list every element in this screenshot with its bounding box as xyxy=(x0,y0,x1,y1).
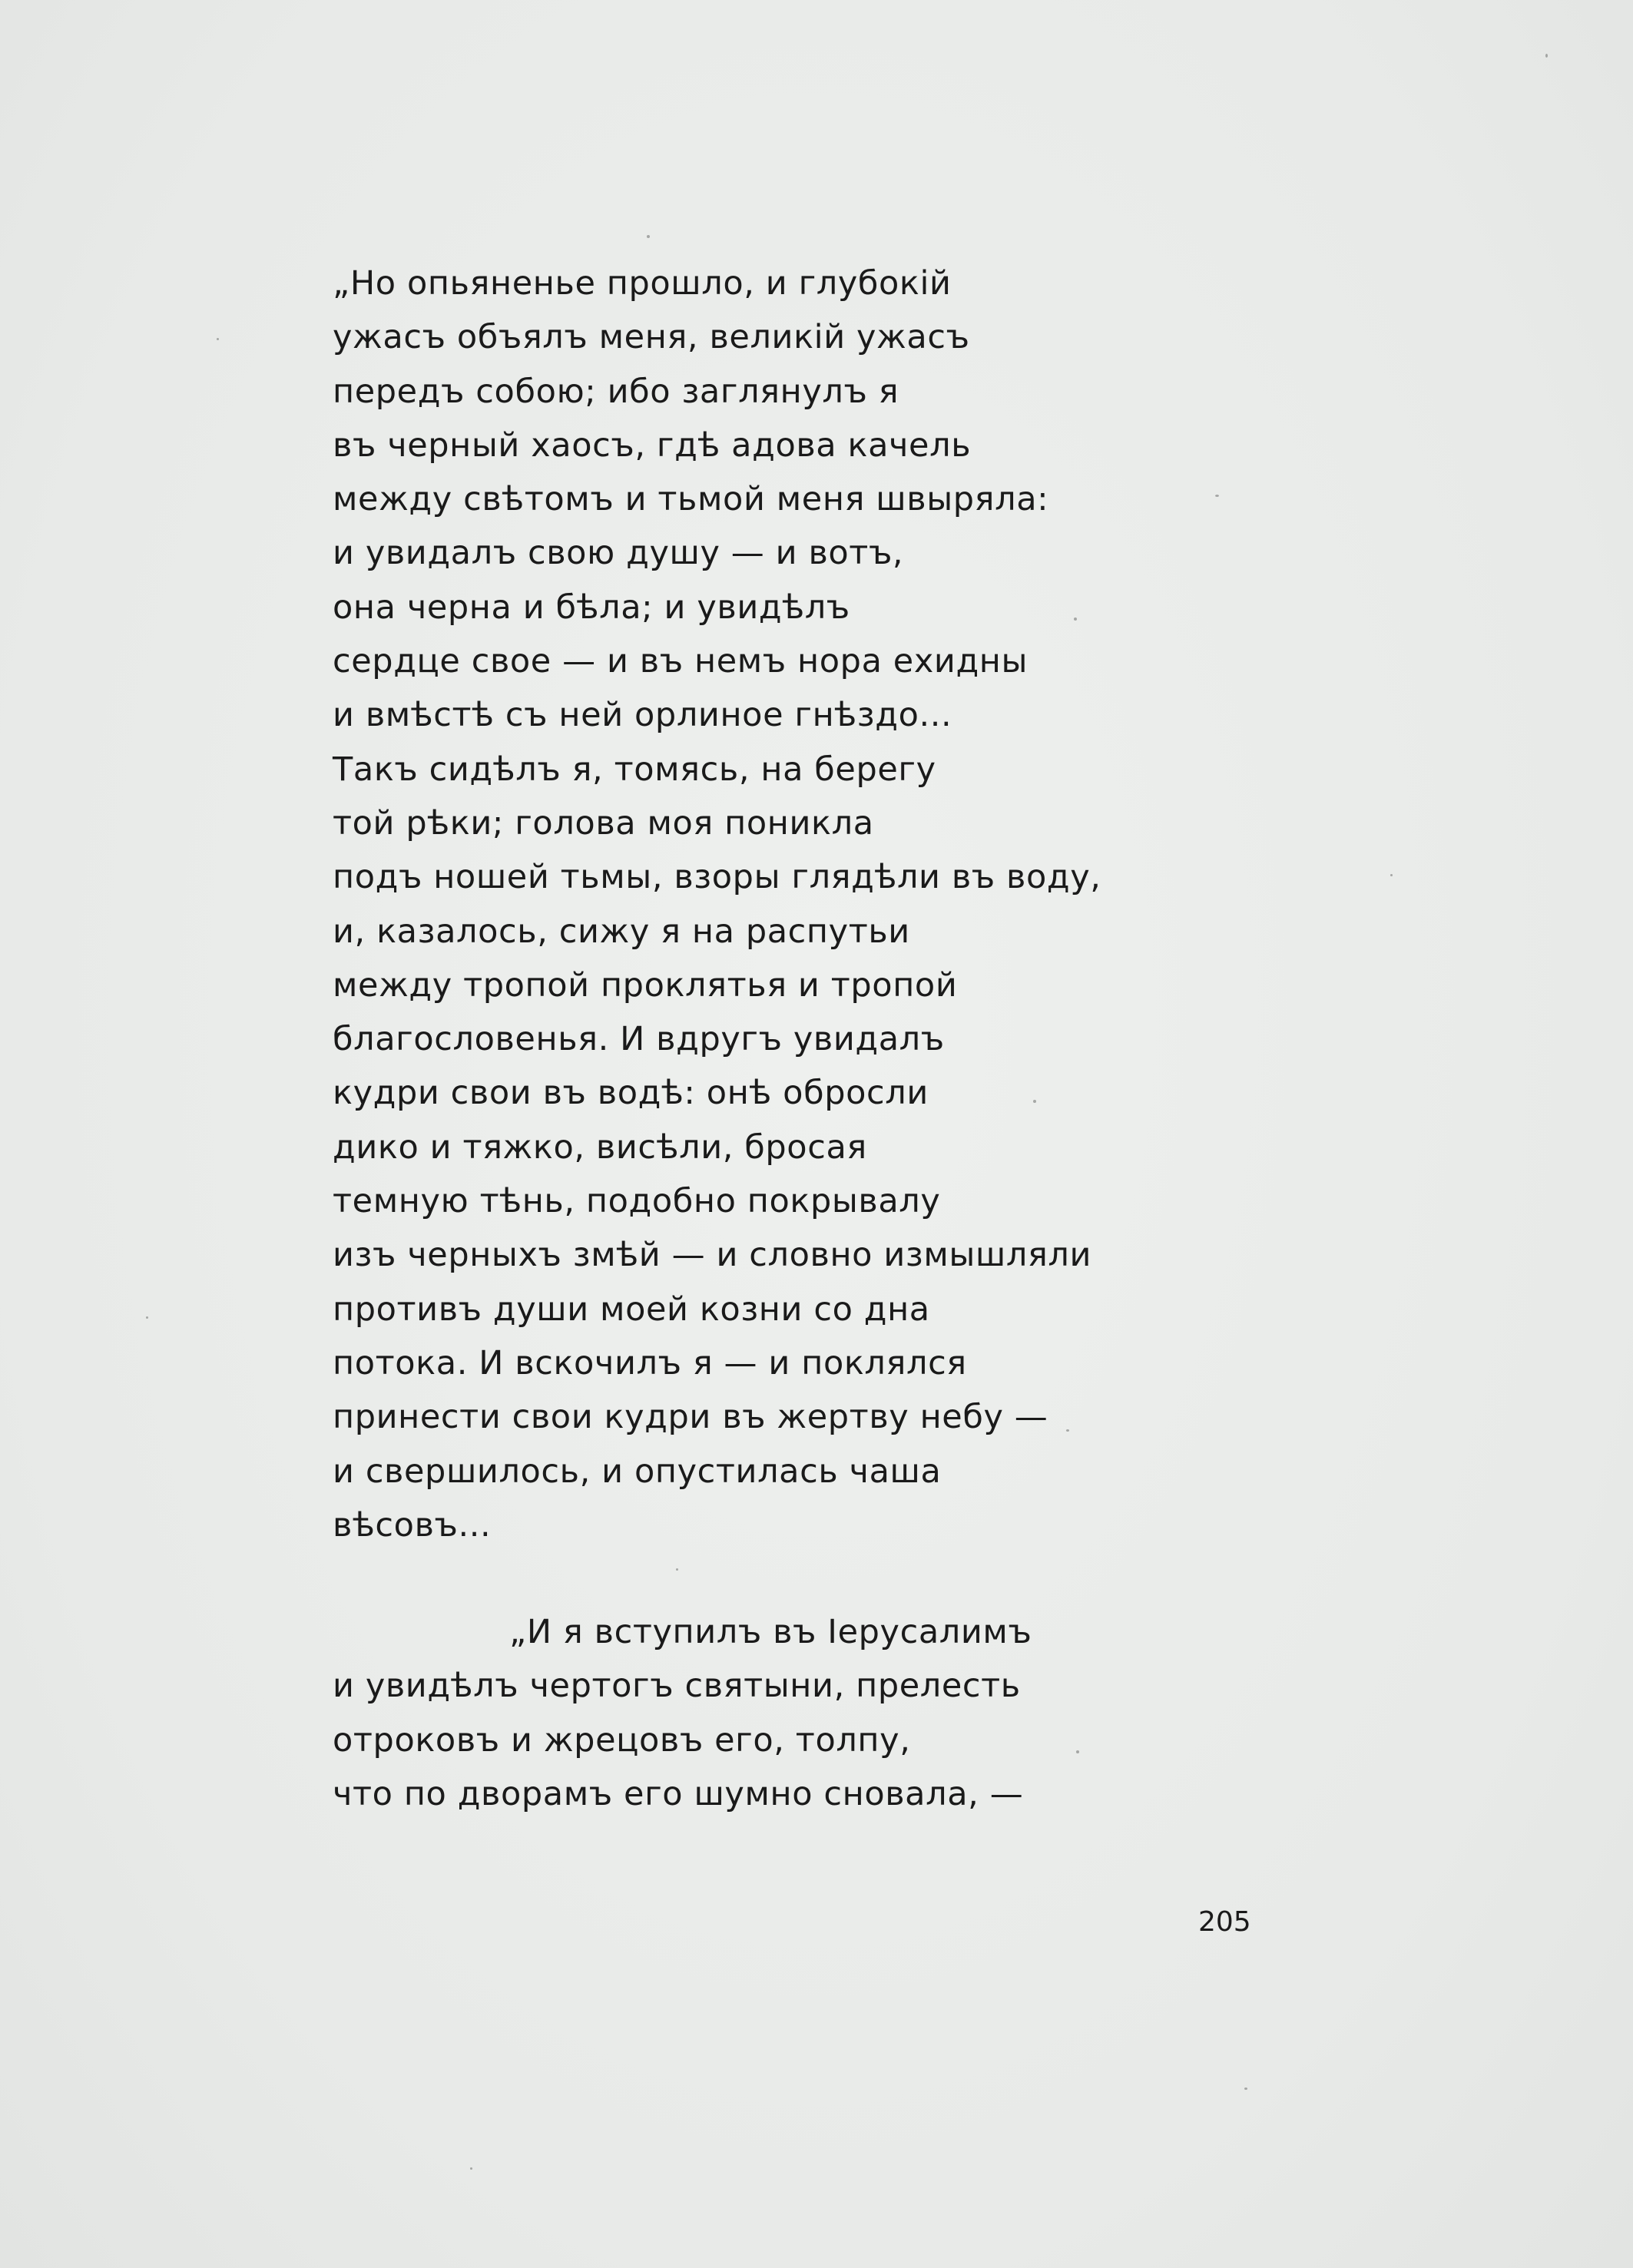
text-line: и свершилось, и опустилась чаша xyxy=(333,1452,942,1491)
paper-speck xyxy=(1244,2088,1247,2090)
text-line: дико и тяжко, висѣли, бросая xyxy=(333,1127,867,1167)
text-line: благословенья. И вдругъ увидалъ xyxy=(333,1020,945,1059)
paper-speck xyxy=(1215,495,1219,497)
text-line: вѣсовъ... xyxy=(333,1505,492,1545)
text-line: сердце свое — и въ немъ нора ехидны xyxy=(333,642,1028,681)
text-line: отроковъ и жрецовъ его, толпу, xyxy=(333,1720,911,1760)
text-line: потока. И вскочилъ я — и поклялся xyxy=(333,1343,967,1382)
text-line: темную тѣнь, подобно покрывалу xyxy=(333,1182,941,1221)
stanza-2 xyxy=(333,1605,1032,1821)
paper-speck xyxy=(676,1568,678,1571)
text-line: и вмѣстѣ съ ней орлиное гнѣздо... xyxy=(333,696,952,735)
text-line: между тропой проклятья и тропой xyxy=(333,965,958,1005)
paper-speck xyxy=(1066,1429,1069,1432)
text-line: принести свои кудри въ жертву небу — xyxy=(333,1398,1048,1437)
text-line-indented: „И я вступилъ въ Іерусалимъ xyxy=(509,1613,1032,1651)
text-line: что по дворамъ его шумно сновала, — xyxy=(333,1774,1024,1813)
paper-speck xyxy=(1076,1750,1079,1753)
paper-speck xyxy=(1033,1100,1036,1103)
paper-speck xyxy=(1390,874,1393,876)
text-line: и, казалось, сижу я на распутьи xyxy=(333,912,910,951)
paper-speck xyxy=(647,235,650,238)
text-line: Такъ сидѣлъ я, томясь, на берегу xyxy=(333,750,936,789)
text-line: въ черный хаосъ, гдѣ адова качель xyxy=(333,425,972,465)
text-line: она черна и бѣла; и увидѣлъ xyxy=(333,588,850,627)
text-line: той рѣки; голова моя поникла xyxy=(333,803,874,843)
text-line: „Но опьяненье прошло, и глубокій xyxy=(333,264,952,303)
text-line: между свѣтомъ и тьмой меня швыряла: xyxy=(333,480,1049,519)
text-line: изъ черныхъ змѣй — и словно измышляли xyxy=(333,1236,1092,1275)
paper-speck xyxy=(146,1316,148,1319)
text-line: подъ ношей тьмы, взоры глядѣли въ воду, xyxy=(333,858,1101,897)
paper-speck xyxy=(1545,54,1548,58)
text-line: и увидѣлъ чертогъ святыни, прелесть xyxy=(333,1667,1021,1706)
page-number: 205 xyxy=(1198,1906,1251,1938)
text-line: и увидалъ свою душу — и вотъ, xyxy=(333,534,904,573)
text-line: ужасъ объялъ меня, великій ужасъ xyxy=(333,318,970,357)
stanza-1 xyxy=(333,257,1101,1552)
paper-speck xyxy=(217,338,219,340)
paper-speck xyxy=(470,2167,472,2170)
text-line: передъ собою; ибо заглянулъ я xyxy=(333,372,899,411)
text-line: противъ души моей козни со дна xyxy=(333,1290,930,1329)
paper-speck xyxy=(1074,617,1077,621)
text-line: кудри свои въ водѣ: онѣ обросли xyxy=(333,1074,929,1113)
